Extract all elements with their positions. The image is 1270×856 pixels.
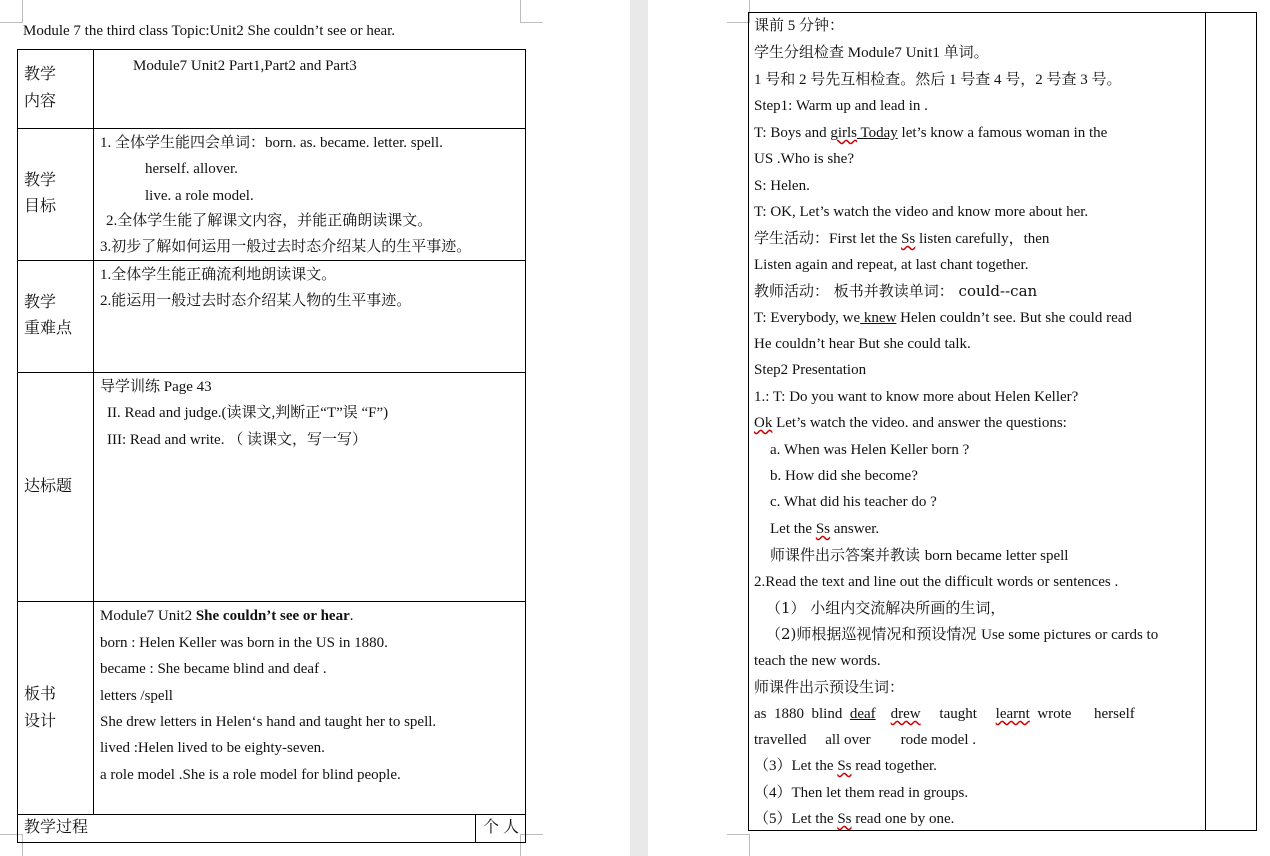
board-line: She drew letters in Helen‘s hand and taught her to spell. bbox=[100, 714, 437, 730]
proc-line: 学生活动：First let the Ss listen carefully，then bbox=[754, 229, 1050, 247]
board-title: Module7 Unit2 She couldn’t see or hear. bbox=[100, 608, 354, 624]
proc-line: Step2 Presentation bbox=[754, 362, 867, 378]
row-label-board-2: 设计 bbox=[24, 713, 57, 730]
table-border bbox=[748, 830, 1257, 831]
row-label-content-2: 内容 bbox=[24, 93, 57, 110]
proc-line: （4）Then let them read in groups. bbox=[754, 785, 969, 801]
row-label-goals-2: 目标 bbox=[24, 198, 57, 215]
proc-line: （2)师根据巡视情况和预设情况 Use some pictures or cards to bbox=[766, 625, 1159, 643]
exercise-line: II. Read and judge.(读课文,判断正“T”误 “F”) bbox=[107, 405, 389, 421]
proc-line: as 1880 blind deaf drew taught learnt wrote herself bbox=[754, 706, 1135, 722]
page-corner-mark bbox=[727, 834, 750, 856]
board-line: born : Helen Keller was born in the US in 1880. bbox=[100, 635, 388, 651]
proc-line: 2.Read the text and line out the difficult words or sentences . bbox=[754, 574, 1119, 590]
goals-line: 3.初步了解如何运用一般过去时态介绍某人的生平事迹。 bbox=[100, 239, 472, 255]
proc-line: T: Boys and girls Today let’s know a famous woman in the bbox=[754, 125, 1108, 141]
table-border bbox=[17, 842, 526, 843]
proc-line: 1.: T: Do you want to know more about Helen Keller? bbox=[754, 389, 1079, 405]
key-line: 2.能运用一般过去时态介绍某人物的生平事迹。 bbox=[100, 293, 412, 309]
table-border bbox=[748, 12, 749, 831]
board-line: became : She became blind and deaf . bbox=[100, 661, 327, 677]
table-border bbox=[17, 49, 18, 843]
page-corner-mark bbox=[0, 834, 23, 856]
goals-line: 1. 全体学生能四会单词：born. as. became. letter. spell. bbox=[100, 135, 443, 151]
proc-line: 1 号和 2 号先互相检查。然后 1 号查 4 号，2 号查 3 号。 bbox=[754, 72, 1122, 88]
proc-line: （3）Let the Ss read together. bbox=[754, 758, 937, 774]
goals-line: herself. allover. bbox=[145, 161, 238, 177]
page-corner-mark bbox=[0, 0, 23, 23]
board-line: letters /spell bbox=[100, 688, 173, 704]
proc-line: 教师活动： 板书并教读单词： could--can bbox=[754, 282, 1038, 300]
goals-line: 2.全体学生能了解课文内容，并能正确朗读课文。 bbox=[106, 213, 433, 229]
proc-line: b. How did she become? bbox=[770, 468, 918, 484]
row-label-goals-1: 教学 bbox=[24, 172, 57, 189]
proc-line: teach the new words. bbox=[754, 653, 881, 669]
row-label-key-2: 重难点 bbox=[24, 320, 73, 337]
board-line: lived :Helen lived to be eighty-seven. bbox=[100, 740, 325, 756]
proc-line: Step1: Warm up and lead in . bbox=[754, 98, 928, 114]
proc-line: 师课件出示答案并教读 born became letter spell bbox=[770, 546, 1069, 564]
proc-line: c. What did his teacher do ? bbox=[770, 494, 937, 510]
proc-line: 课前 5 分钟： bbox=[754, 18, 845, 34]
table-border bbox=[93, 49, 94, 815]
page-corner-mark bbox=[520, 0, 543, 23]
proc-line: He couldn’t hear But she could talk. bbox=[754, 336, 971, 352]
process-right-label: 个 人 bbox=[483, 819, 520, 836]
lesson-header: Module 7 the third class Topic:Unit2 She couldn’t see or hear. bbox=[23, 23, 396, 39]
proc-line: 师课件出示预设生词： bbox=[754, 678, 905, 696]
proc-line: Listen again and repeat, at last chant together. bbox=[754, 257, 1029, 273]
table-border bbox=[475, 814, 476, 843]
proc-line: T: Everybody, we knew Helen couldn’t see. But she could read bbox=[754, 310, 1132, 326]
proc-line: S: Helen. bbox=[754, 178, 810, 194]
row-label-key-1: 教学 bbox=[24, 294, 57, 311]
exercise-line: III: Read and write. （ 读课文，写一写） bbox=[107, 432, 367, 448]
goals-line: live. a role model. bbox=[145, 188, 254, 204]
left-page bbox=[0, 0, 630, 856]
table-border bbox=[1256, 12, 1257, 831]
proc-line: a. When was Helen Keller born ? bbox=[770, 442, 970, 458]
row-label-process: 教学过程 bbox=[24, 819, 89, 836]
proc-line: Ok Let’s watch the video. and answer the questions: bbox=[754, 415, 1067, 431]
proc-line: T: OK, Let’s watch the video and know more about her. bbox=[754, 204, 1089, 220]
proc-line: （5）Let the Ss read one by one. bbox=[754, 811, 955, 827]
proc-line: travelled all over rode model . bbox=[754, 732, 977, 748]
table-border bbox=[748, 12, 1257, 13]
proc-line: 学生分组检查 Module7 Unit1 单词。 bbox=[754, 45, 989, 61]
board-line: a role model .She is a role model for blind people. bbox=[100, 767, 401, 783]
table-border bbox=[525, 49, 526, 843]
content-text: Module7 Unit2 Part1,Part2 and Part3 bbox=[133, 58, 357, 74]
page-corner-mark bbox=[727, 0, 750, 23]
page-corner-mark bbox=[520, 834, 543, 856]
row-label-exercise: 达标题 bbox=[24, 478, 73, 495]
proc-line: Let the Ss answer. bbox=[770, 521, 880, 537]
key-line: 1.全体学生能正确流利地朗读课文。 bbox=[100, 267, 337, 283]
row-label-content-1: 教学 bbox=[24, 66, 57, 83]
right-page bbox=[648, 0, 1270, 856]
proc-line: （1） 小组内交流解决所画的生词， bbox=[766, 599, 1006, 617]
exercise-line: 导学训练 Page 43 bbox=[100, 379, 212, 395]
row-label-board-1: 板书 bbox=[24, 686, 57, 703]
proc-line: US .Who is she? bbox=[754, 151, 854, 167]
table-border bbox=[1205, 12, 1206, 831]
